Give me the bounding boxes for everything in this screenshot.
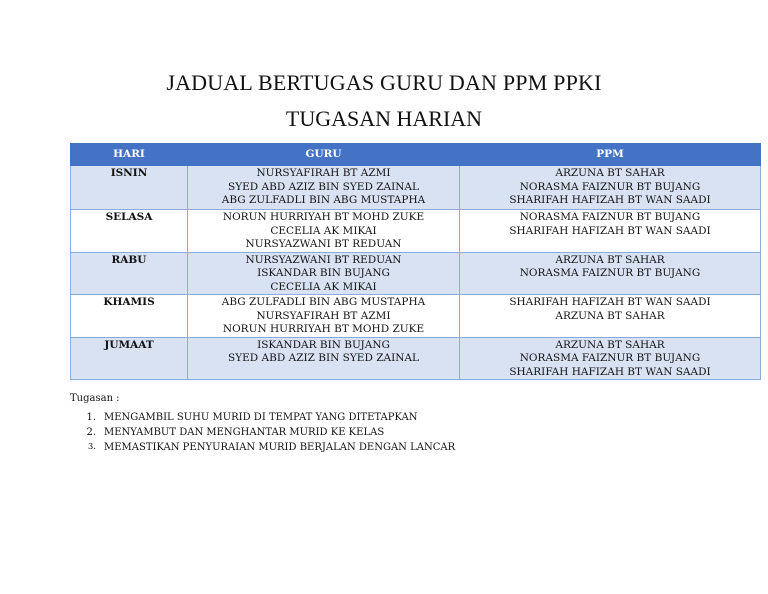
document-subtitle: TUGASAN HARIAN [285, 106, 483, 131]
ppm-cell [460, 166, 761, 210]
list-number: 3. [87, 442, 96, 452]
guru-name: ISKANDAR BIN BUJANG [257, 267, 390, 279]
ppm-name: ARZUNA BT SAHAR [555, 338, 665, 351]
list-item [70, 425, 455, 440]
guru-name: NURSYAFIRAH BT AZMI [256, 309, 391, 322]
ppm-cell [460, 210, 761, 253]
list-text: MEMASTIKAN PENYURAIAN MURID BERJALAN DENGAN LANCAR [104, 442, 456, 453]
guru-cell [188, 252, 460, 295]
ppm-name: ARZUNA BT SAHAR [555, 309, 665, 322]
table-row [71, 337, 761, 380]
list-number: 2. [86, 427, 96, 438]
table-row [71, 166, 761, 210]
guru-name: SYED ABD AZIZ BIN SYED ZAINAL [228, 180, 419, 193]
list-number: 1. [86, 412, 96, 423]
guru-name: ISKANDAR BIN BUJANG [257, 338, 390, 351]
ppm-cell [460, 295, 761, 338]
guru-cell [188, 166, 460, 210]
ppm-name: NORASMA FAIZNUR BT BUJANG [519, 352, 701, 364]
guru-name: CECELIA AK MIKAI [270, 280, 377, 293]
table-header-row [71, 144, 761, 166]
header-hari: HARI [71, 144, 188, 166]
guru-name: ABG ZULFADLI BIN ABG MUSTAPHA [221, 296, 426, 308]
guru-cell [188, 295, 460, 338]
ppm-name: ARZUNA BT SAHAR [555, 253, 665, 266]
day-cell: KHAMIS [71, 295, 188, 338]
guru-name: CECELIA AK MIKAI [270, 224, 377, 237]
table-row [71, 252, 761, 295]
table-row [71, 210, 761, 253]
guru-name: NURSYAZWANI BT REDUAN [245, 253, 402, 266]
guru-name: NURSYAZWANI BT REDUAN [245, 238, 402, 250]
ppm-name: SHARIFAH HAFIZAH BT WAN SAADI [509, 194, 711, 206]
list-item [70, 410, 455, 425]
duty-schedule-table [70, 143, 761, 380]
ppm-cell [460, 252, 761, 295]
guru-cell [188, 210, 460, 253]
guru-name: ABG ZULFADLI BIN ABG MUSTAPHA [221, 194, 426, 206]
tasks-list [70, 410, 455, 455]
day-cell: JUMAAT [71, 337, 188, 380]
document-title: JADUAL BERTUGAS GURU DAN PPM PPKI [166, 70, 602, 95]
ppm-name: ARZUNA BT SAHAR [555, 167, 665, 179]
ppm-name: NORASMA FAIZNUR BT BUJANG [519, 267, 701, 279]
ppm-name: SHARIFAH HAFIZAH BT WAN SAADI [509, 224, 711, 237]
list-text: MENYAMBUT DAN MENGHANTAR MURID KE KELAS [104, 427, 385, 438]
ppm-name: SHARIFAH HAFIZAH BT WAN SAADI [509, 365, 711, 378]
ppm-cell [460, 337, 761, 380]
guru-name: NURSYAFIRAH BT AZMI [256, 167, 391, 179]
ppm-name: NORASMA FAIZNUR BT BUJANG [519, 211, 701, 223]
day-cell: RABU [71, 252, 188, 295]
header-ppm: PPM [460, 144, 761, 166]
guru-cell [188, 337, 460, 380]
guru-name: SYED ABD AZIZ BIN SYED ZAINAL [228, 352, 419, 364]
table-row [71, 295, 761, 338]
tasks-heading: Tugasan : [70, 393, 120, 404]
day-cell: ISNIN [71, 166, 188, 210]
list-item [70, 440, 455, 455]
list-text: MENGAMBIL SUHU MURID DI TEMPAT YANG DITETAPKAN [104, 412, 418, 423]
ppm-name: SHARIFAH HAFIZAH BT WAN SAADI [509, 296, 711, 308]
header-guru: GURU [188, 144, 460, 166]
guru-name: NORUN HURRIYAH BT MOHD ZUKE [222, 211, 425, 223]
day-cell: SELASA [71, 210, 188, 253]
guru-name: NORUN HURRIYAH BT MOHD ZUKE [222, 323, 425, 335]
ppm-name: NORASMA FAIZNUR BT BUJANG [519, 180, 701, 193]
